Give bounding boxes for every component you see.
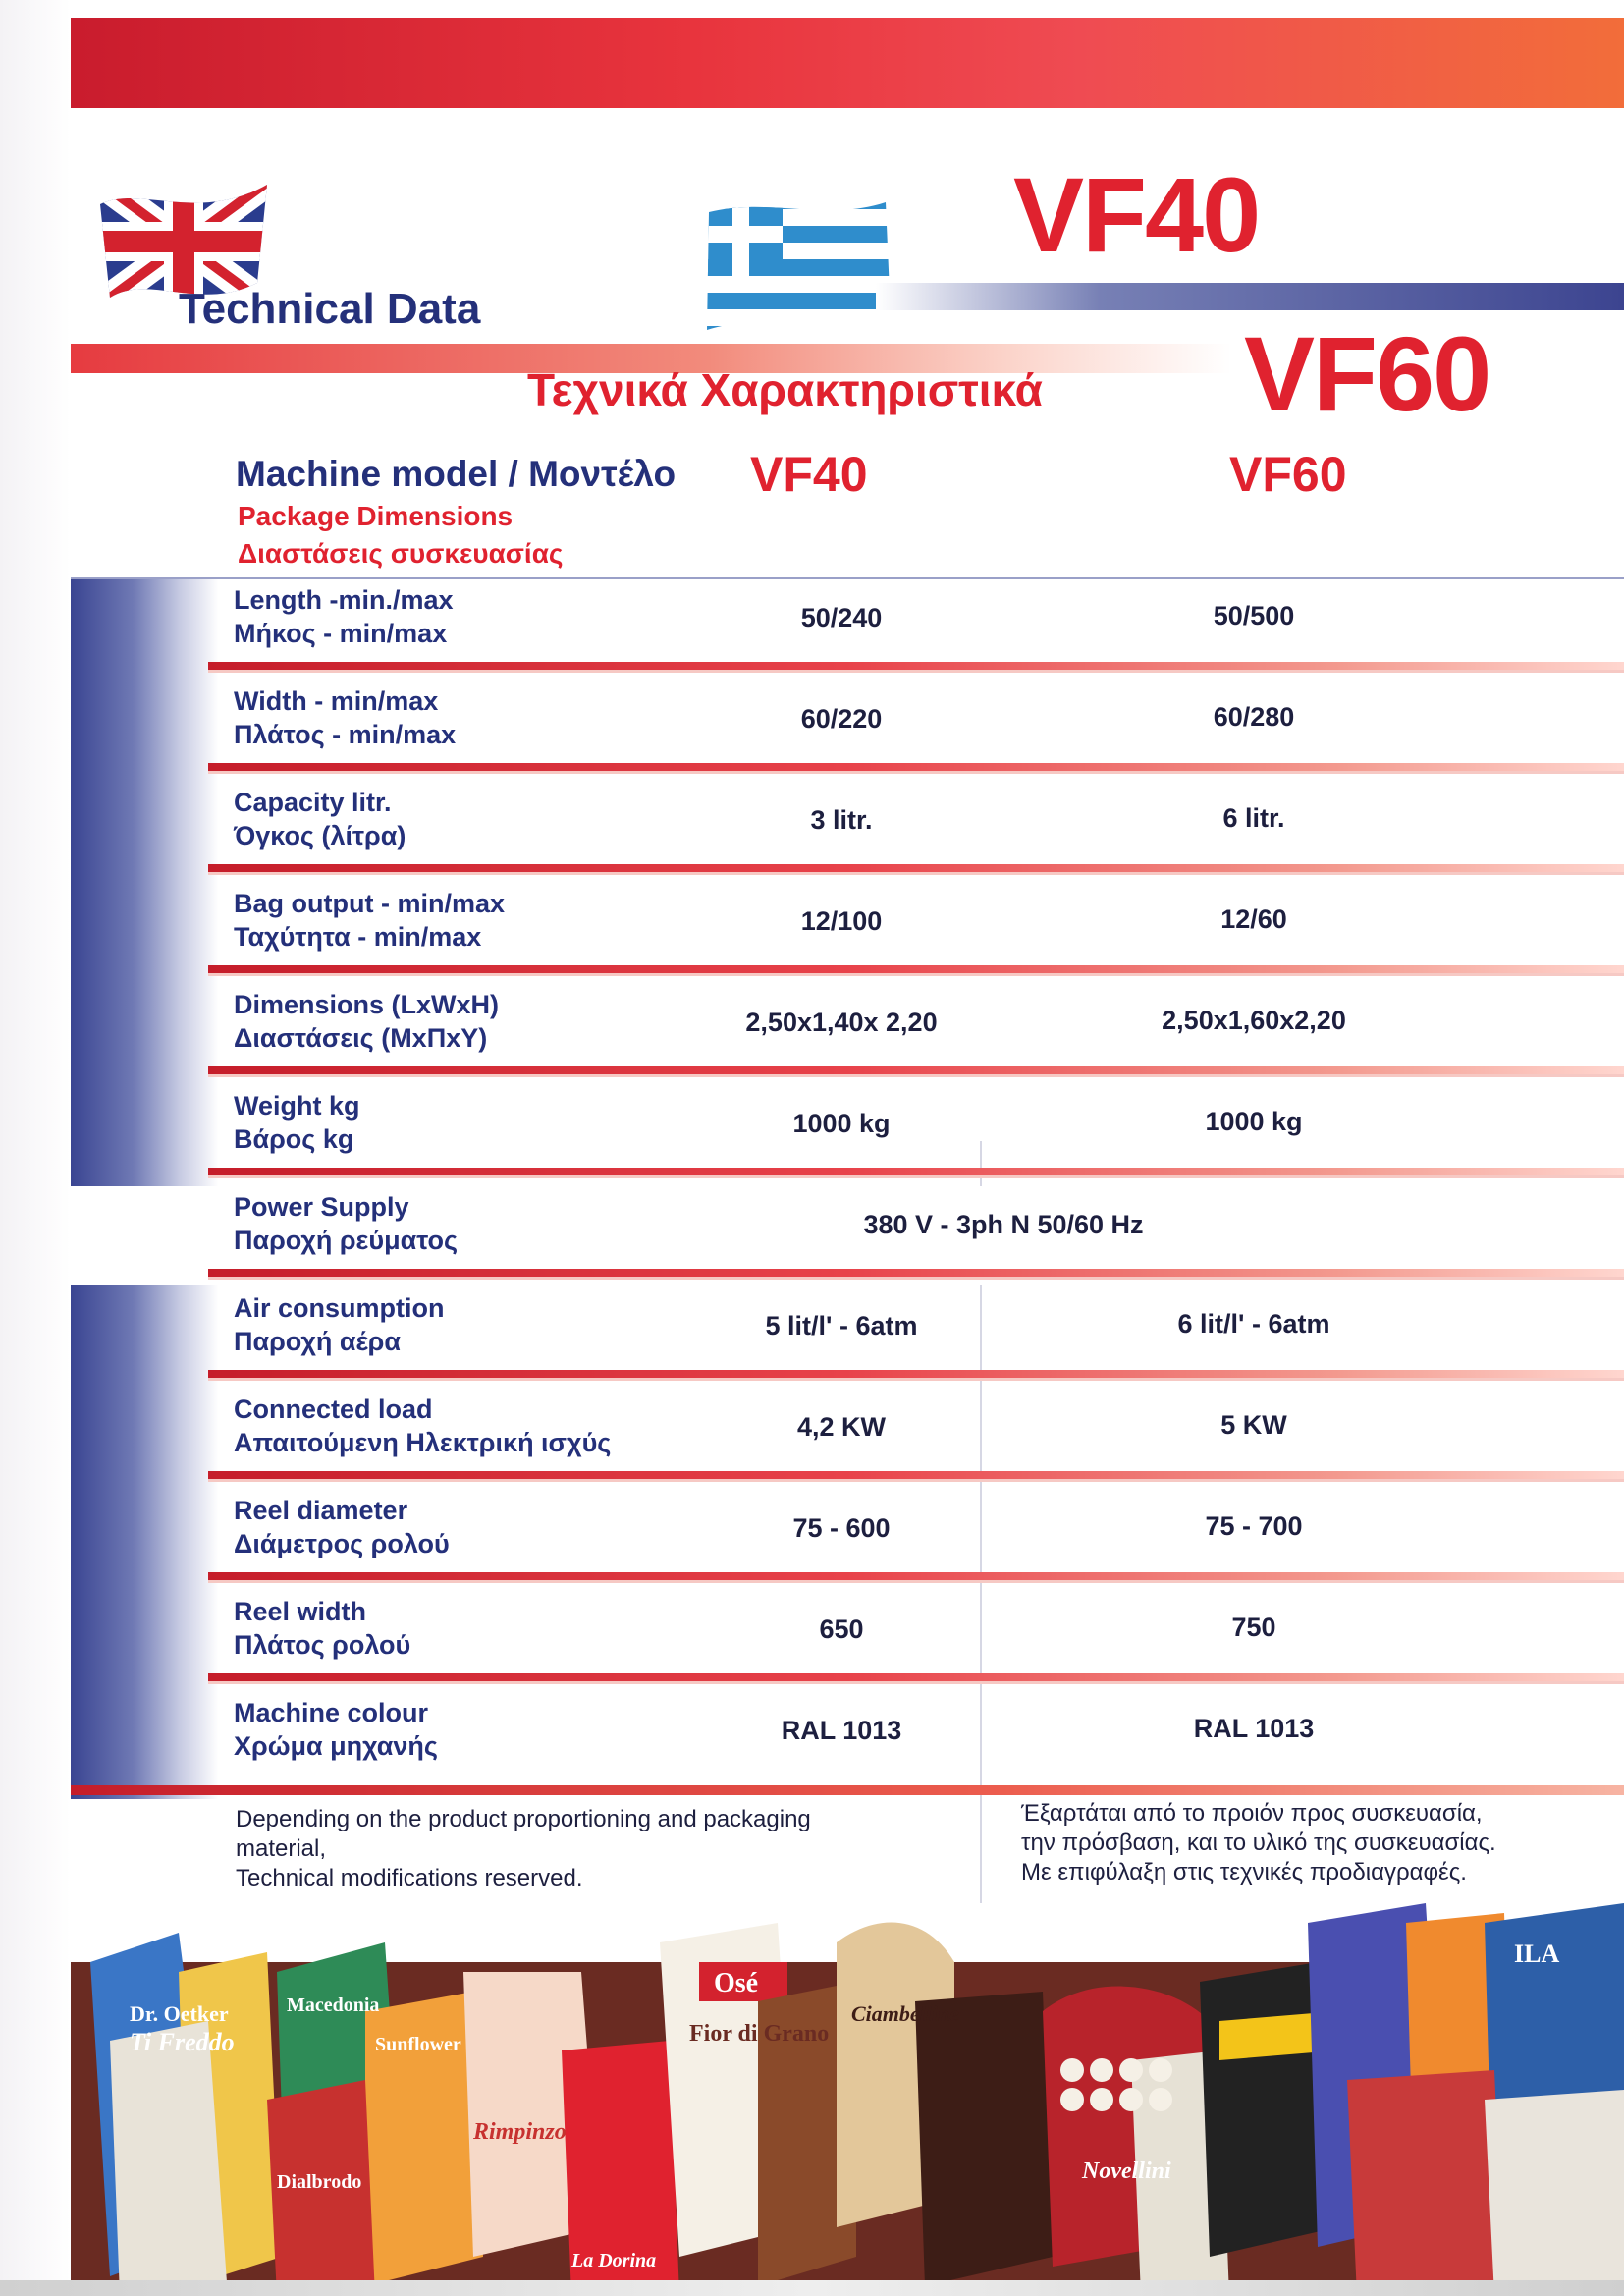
greek-flag-icon	[699, 192, 895, 340]
brand-label: ILA	[1514, 1940, 1560, 1968]
table-row	[71, 1692, 1624, 1790]
model-title-vf60: VF60	[1244, 314, 1490, 433]
row-label-en: Reel diameter	[234, 1496, 408, 1525]
value-vf60: 6 lit/l' - 6atm	[1177, 1309, 1330, 1339]
row-label-en: Connected load	[234, 1394, 433, 1424]
row-separator-shadow	[208, 1378, 1624, 1381]
row-label-en: Capacity litr.	[234, 788, 392, 817]
row-separator	[208, 1168, 1624, 1175]
column-header-vf40: VF40	[750, 447, 868, 502]
brand-label: Rimpinzo	[473, 2119, 567, 2145]
row-separator	[208, 864, 1624, 872]
row-label-en: Power Supply	[234, 1192, 409, 1222]
column-header-vf60: VF60	[1229, 447, 1347, 502]
table-row	[71, 1389, 1624, 1487]
value-both-models: 380 V - 3ph N 50/60 Hz	[863, 1210, 1144, 1239]
row-label-gr: Βάρος kg	[234, 1124, 354, 1154]
brand-label: Dialbrodo	[277, 2171, 362, 2193]
table-row	[71, 1287, 1624, 1386]
brand-label: Sunflower	[375, 2034, 461, 2055]
value-vf60: 2,50x1,60x2,20	[1162, 1006, 1346, 1035]
row-label-gr: Χρώμα μηχανής	[234, 1731, 438, 1761]
footnote-line: την πρόσβαση, και το υλικό της συσκευασίας.	[1021, 1830, 1496, 1856]
model-title-vf40: VF40	[1013, 155, 1260, 274]
row-label-en: Air consumption	[234, 1293, 445, 1323]
footnote-line: Technical modifications reserved.	[236, 1865, 583, 1891]
row-separator	[208, 763, 1624, 771]
table-row	[71, 1085, 1624, 1183]
section-package-dimensions-gr: Διαστάσεις συσκευασίας	[238, 538, 564, 569]
value-vf40: 3 litr.	[810, 805, 873, 835]
row-label-gr: Πλάτος ρολού	[234, 1630, 411, 1660]
row-label-en: Reel width	[234, 1597, 367, 1626]
row-separator-shadow	[208, 1681, 1624, 1684]
value-vf40: 5 lit/l' - 6atm	[765, 1311, 918, 1340]
value-vf60: 12/60	[1220, 904, 1287, 934]
technical-data-sheet	[71, 18, 1624, 2296]
brand-label: Fior di Grano	[689, 2021, 830, 2047]
value-vf60: 750	[1231, 1613, 1276, 1642]
brand-label: Ti Freddo	[130, 2028, 235, 2056]
value-vf60: 50/500	[1213, 601, 1295, 630]
value-vf60: RAL 1013	[1193, 1714, 1315, 1743]
table-row	[71, 984, 1624, 1082]
machine-model-label: Machine model / Μοντέλο	[236, 454, 677, 494]
brand-label: Novellini	[1082, 2159, 1171, 2184]
packaged-products-photo	[71, 1903, 1624, 2296]
brand-label: Ciambelline	[851, 2001, 959, 2026]
table-row	[71, 1591, 1624, 1689]
row-label-en: Machine colour	[234, 1698, 429, 1727]
row-label-gr: Όγκος (λίτρα)	[234, 821, 406, 850]
row-separator	[208, 1269, 1624, 1277]
row-separator-shadow	[208, 1277, 1624, 1280]
row-separator-shadow	[208, 872, 1624, 875]
table-row	[71, 883, 1624, 981]
footnote-english	[236, 1805, 943, 1893]
row-separator-shadow	[208, 1580, 1624, 1583]
table-row	[71, 681, 1624, 779]
row-label-gr: Απαιτούμενη Ηλεκτρική ισχύς	[234, 1428, 612, 1457]
row-label-gr: Διαστάσεις (ΜxΠxΥ)	[234, 1023, 488, 1053]
brand-label: Dr. Oetker	[130, 2001, 229, 2026]
row-separator	[208, 1673, 1624, 1681]
row-separator-shadow	[208, 973, 1624, 976]
table-row	[71, 782, 1624, 880]
row-label-en: Dimensions (LxWxH)	[234, 990, 500, 1019]
row-separator	[208, 1572, 1624, 1580]
value-vf60: 60/280	[1213, 702, 1295, 732]
footnote-line: material,	[236, 1835, 327, 1862]
row-label-en: Length -min./max	[234, 585, 454, 615]
row-separator-shadow	[208, 1479, 1624, 1482]
page-left-margin	[0, 0, 71, 2296]
row-separator	[208, 965, 1624, 973]
row-label-gr: Παροχή αέρα	[234, 1327, 401, 1356]
top-red-banner	[71, 18, 1624, 108]
value-vf60: 75 - 700	[1205, 1511, 1303, 1541]
row-separator	[208, 1471, 1624, 1479]
value-vf40: 2,50x1,40x 2,20	[745, 1008, 938, 1037]
table-row	[71, 1186, 1624, 1285]
value-vf40: 12/100	[800, 906, 883, 936]
value-vf60: 5 KW	[1220, 1410, 1287, 1440]
product-bag	[1485, 2090, 1624, 2296]
row-separator-shadow	[208, 771, 1624, 774]
product-bag	[1347, 2070, 1504, 2296]
table-row	[71, 579, 1624, 678]
value-vf40: 650	[819, 1614, 864, 1644]
row-separator	[208, 1066, 1624, 1074]
row-separator-shadow	[208, 1074, 1624, 1077]
blue-accent-bar	[876, 283, 1624, 310]
title-technical-data: Technical Data	[179, 285, 481, 333]
row-label-gr: Μήκος - min/max	[234, 619, 448, 648]
product-bag	[915, 1992, 1053, 2286]
value-vf60: 1000 kg	[1205, 1107, 1303, 1136]
table-row	[71, 1490, 1624, 1588]
row-label-gr: Παροχή ρεύματος	[234, 1226, 459, 1255]
row-separator-shadow	[208, 670, 1624, 673]
scan-bottom-edge	[0, 2280, 1624, 2296]
value-vf40: 1000 kg	[792, 1109, 891, 1138]
footnote-line: Depending on the product proportioning and packaging	[236, 1806, 811, 1832]
value-vf40: 60/220	[800, 704, 883, 734]
row-separator	[208, 1370, 1624, 1378]
brand-label: La Dorina	[571, 2250, 657, 2271]
value-vf40: 50/240	[800, 603, 883, 632]
row-separator	[208, 662, 1624, 670]
footnote-line: Με επιφύλαξη στις τεχνικές προδιαγραφές.	[1021, 1859, 1467, 1886]
row-label-en: Weight kg	[234, 1091, 360, 1121]
row-separator-shadow	[208, 1175, 1624, 1178]
row-label-en: Bag output - min/max	[234, 889, 505, 918]
row-label-gr: Ταχύτητα - min/max	[234, 922, 482, 952]
brand-label: Macedonia	[287, 1995, 380, 2016]
row-label-gr: Πλάτος - min/max	[234, 720, 457, 749]
row-label-gr: Διάμετρος ρολού	[234, 1529, 450, 1558]
value-vf40: 75 - 600	[792, 1513, 891, 1543]
brand-label: Osé	[714, 1968, 759, 1998]
value-vf40: 4,2 KW	[796, 1412, 887, 1442]
footnote-line: Έξαρτάται από το προιόν προς συσκευασία,	[1021, 1800, 1483, 1827]
product-bag	[110, 2021, 228, 2296]
footer-red-bar	[71, 1785, 1624, 1795]
footnote-greek	[1021, 1799, 1610, 1887]
spec-table	[71, 579, 1624, 1799]
row-label-en: Width - min/max	[234, 686, 439, 716]
value-vf60: 6 litr.	[1222, 803, 1285, 833]
value-vf40: RAL 1013	[781, 1716, 902, 1745]
section-package-dimensions-en: Package Dimensions	[238, 501, 514, 531]
title-greek: Τεχνικά Χαρακτηριστικά	[527, 364, 1043, 415]
